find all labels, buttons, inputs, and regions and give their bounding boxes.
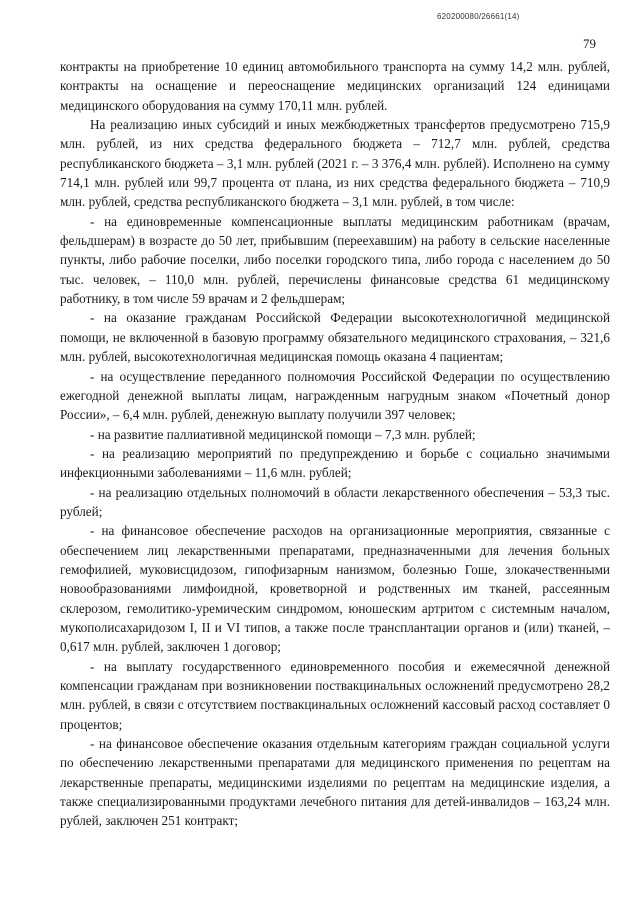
list-item-vaccination-compensation: - на выплату государственного единовременного пособия и ежемесячной денежной компенсации гражданам при возникновении поствакцинальных осложнений предусмотрено 28,2 млн. рублей, в связи с отсутствием поствакцинальных осложнений кассовый расход составляет 0 процентов; bbox=[60, 658, 610, 732]
list-item-high-tech-care: - на оказание гражданам Российской Федерации высокотехнологичной медицинской помощи, не включенной в базовую программу обязательного медицинского страхования, – 321,6 млн. рублей, высокотехнологичная медицинская помощь оказана 4 пациентам; bbox=[60, 310, 610, 365]
list-item-social-service: - на финансовое обеспечение оказания отдельным категориям граждан социальной услуги по обеспечению лекарственными препаратами для медицинского применения по рецептам на лекарственные препараты, медицинскими изделиями по рецептам на медицинские изделия, а также специализированными продуктами лечебного питания для детей-инвалидов – 163,24 млн. рублей, заключен 251 контракт; bbox=[60, 736, 610, 829]
list-item-organizational-measures: - на финансовое обеспечение расходов на организационные мероприятия, связанные с обеспечением лиц лекарственными препаратами, предназначенными для лечения больных гемофилией, муковисцидозом, гипофизарным нанизмом, болезнью Гоше, злокачественными новообразованиями лимфоидной, кроветворной и родственных им тканей, рассеянным склерозом, гемолитико-уремическим синдромом, юношеским артритом с системным началом, мукополисахаридозом I, II и VI типов, а также после трансплантации органов и (или) тканей, – 0,617 млн. рублей, заключен 1 договор; bbox=[60, 523, 610, 655]
list-item-drug-provision: - на реализацию отдельных полномочий в области лекарственного обеспечения – 53,3 тыс. рублей; bbox=[60, 484, 610, 519]
list-item-palliative-care: - на развитие паллиативной медицинской помощи – 7,3 млн. рублей; bbox=[90, 426, 476, 442]
page-number: 79 bbox=[583, 36, 596, 51]
list-item-compensation-payments: - на единовременные компенсационные выплаты медицинским работникам (врачам, фельдшерам) в возрасте до 50 лет, прибывшим (переехавшим) на работу в сельские населенные пункты, либо рабочие поселки, либо поселки городского типа, либо города с населением до 50 тыс. человек, – 110,0 млн. рублей, перечислены финансовые средства 61 медицинскому работнику, в том числе 59 врачам и 2 фельдшерам; bbox=[60, 213, 610, 307]
list-item-infectious-diseases: - на реализацию мероприятий по предупреждению и борьбе с социально значимыми инфекционными заболеваниями – 11,6 млн. рублей; bbox=[60, 445, 610, 481]
document-id: 620200080/26661(14) bbox=[437, 12, 520, 21]
paragraph-other-transfers: На реализацию иных субсидий и иных межбюджетных трансфертов предусмотрено 715,9 млн. рублей, из них средства федерального бюджета – 712,7 млн. рублей, средства республиканского бюджета – 3,1 млн. рублей (2021 г. – 3 376,4 млн. рублей). Исполнено на сумму 714,1 млн. рублей или 99,7 процента от плана, из них средства федерального бюджета – 710,9 млн. рублей, средства республиканского бюджета – 3,1 млн. рублей, в том числе: bbox=[60, 117, 610, 210]
document-body bbox=[60, 57, 610, 831]
paragraph-continuation: контракты на приобретение 10 единиц автомобильного транспорта на сумму 14,2 млн. рублей, контракты на оснащение и переоснащение медицинских организаций 124 единицами медицинского оборудования на сумму 170,11 млн. рублей. bbox=[60, 59, 610, 113]
list-item-donor-payments: - на осуществление переданного полномочия Российской Федерации по осуществлению ежегодной денежной выплаты лицам, награжденным нагрудным знаком «Почетный донор России», – 6,4 млн. рублей, денежную выплату получили 397 человек; bbox=[60, 368, 610, 423]
